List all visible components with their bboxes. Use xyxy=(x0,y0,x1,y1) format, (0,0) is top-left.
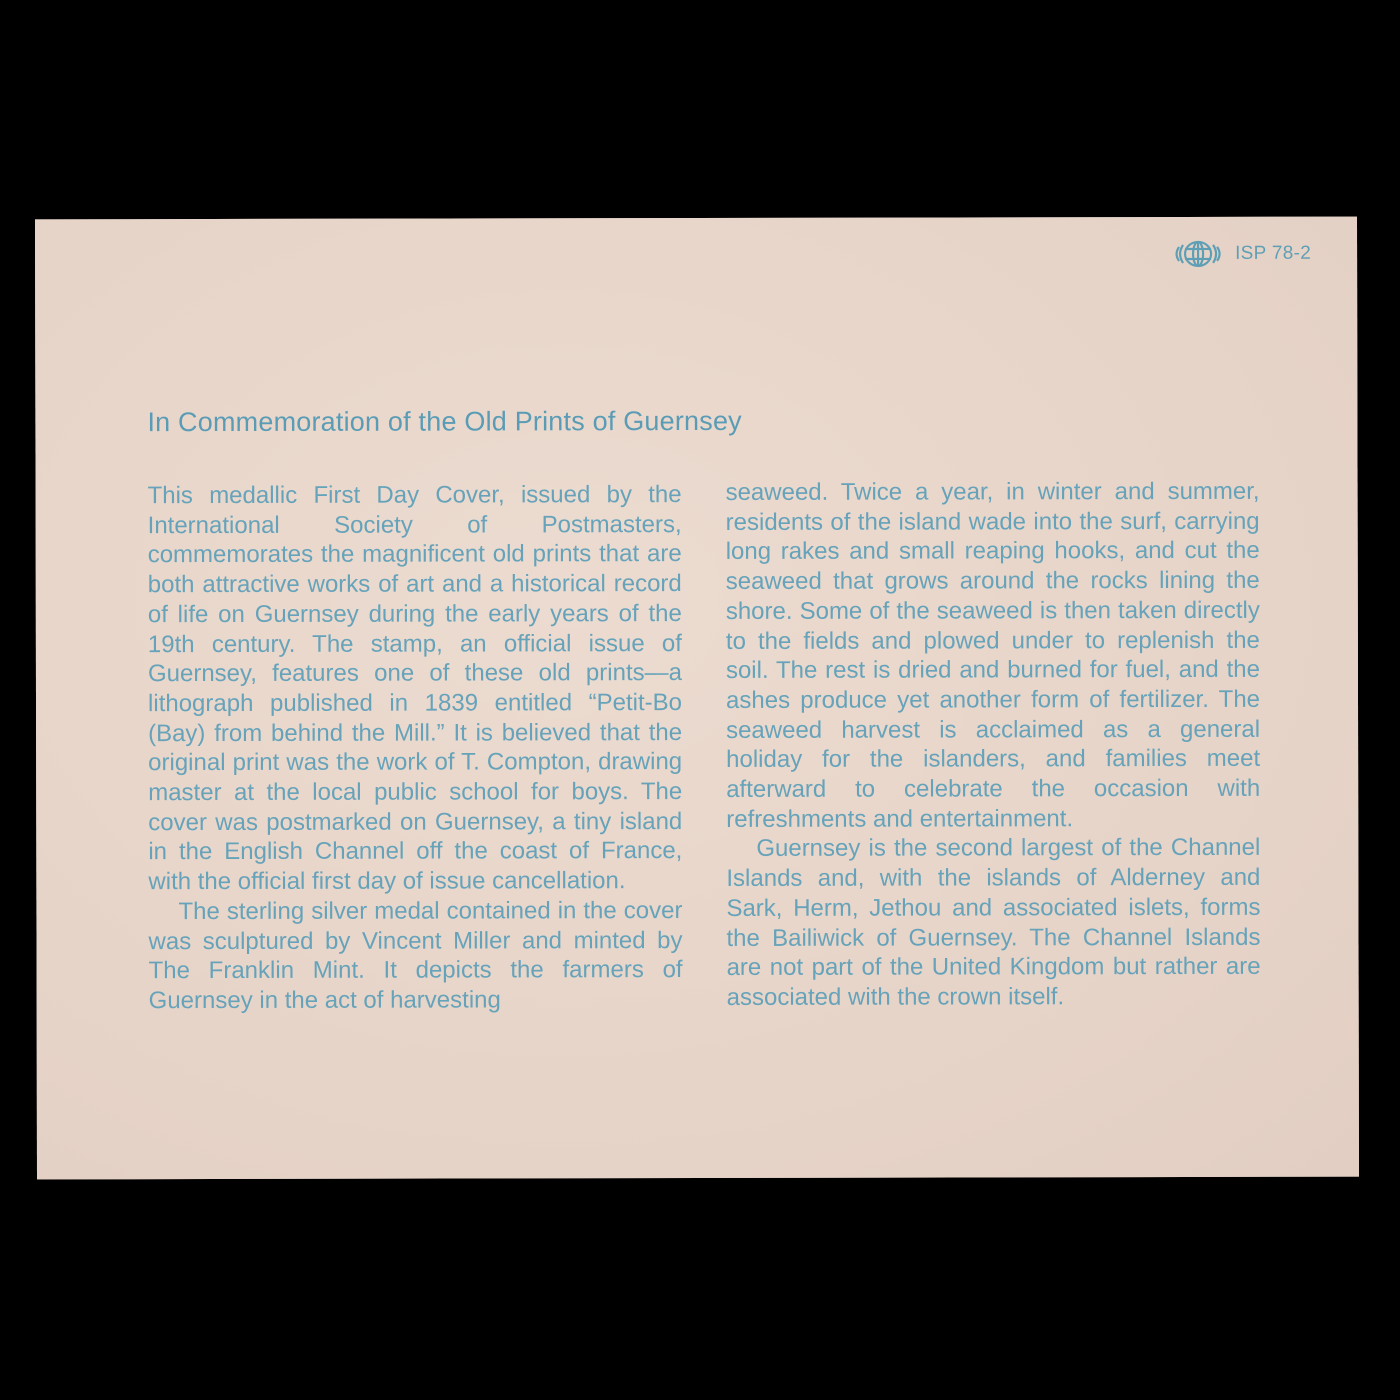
document-title: In Commemoration of the Old Prints of Guernsey xyxy=(147,405,742,438)
text-column-right xyxy=(726,477,1261,1013)
paragraph: The sterling silver medal contained in the cover was sculptured by Vincent Miller and minted by The Franklin Mint. It depicts the farmers of Guernsey in the act of harvesting xyxy=(148,896,683,1015)
paragraph: seaweed. Twice a year, in winter and summer, residents of the island wade into the surf, carrying long rakes and small reaping hooks, and cut the seaweed that grows around the rocks lining the shore. Some of the seaweed is then taken directly to the fields and plowed under to replenish the soil. The rest is dried and burned for fuel, and the ashes produce yet another form of fertilizer. The seaweed harvest is acclaimed as a general holiday for the islanders, and families meet afterward to celebrate the occasion with refreshments and entertainment. xyxy=(725,477,1261,833)
publisher-mark xyxy=(1175,239,1311,269)
text-column-left xyxy=(148,480,683,1016)
paragraph: This medallic First Day Cover, issued by the International Society of Postmasters, commemorates the magnificent old prints that are both attractive works of art and a historical record of life on Guernsey during the early years of the 19th century. The stamp, an official issue of Guernsey, features one of these old prints—a lithograph published in 1839 entitled “Petit-Bo (Bay) from behind the Mill.” It is believed that the original print was the work of T. Compton, drawing master at the local public school for boys. The cover was postmarked on Guernsey, a tiny island in the English Channel off the coast of France, with the official first day of issue cancellation. xyxy=(147,481,683,896)
globe-logo-icon xyxy=(1175,239,1221,269)
catalog-code: ISP 78-2 xyxy=(1235,242,1312,264)
paragraph: Guernsey is the second largest of the Channel Islands and, with the islands of Alderney and Sark, Herm, Jethou and associated islets, forms the Bailiwick of Guernsey. The Channel Islands are not part of the United Kingdom but rather are associated with the crown itself. xyxy=(726,834,1261,1011)
insert-card xyxy=(35,217,1359,1180)
